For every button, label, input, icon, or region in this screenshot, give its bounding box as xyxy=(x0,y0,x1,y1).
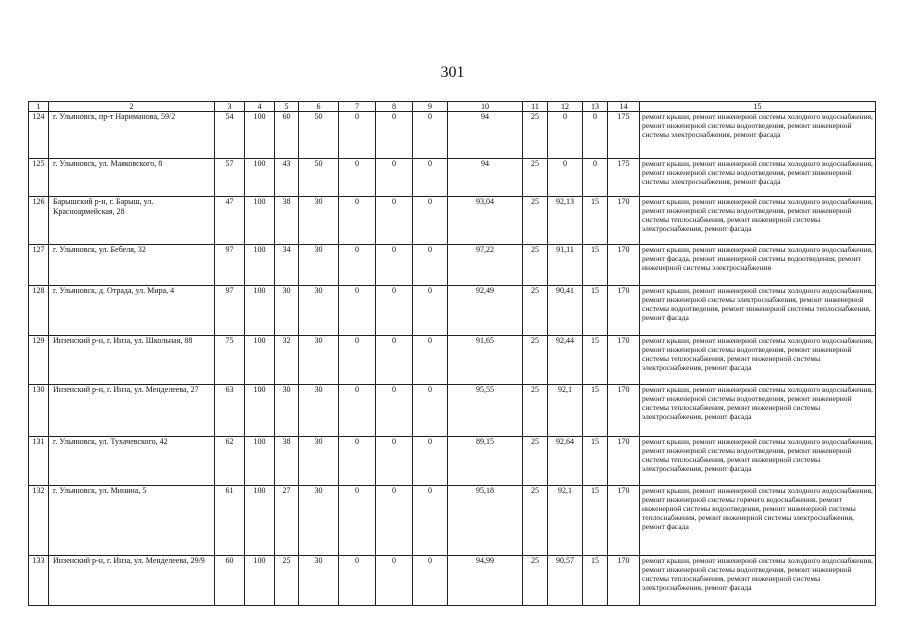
value-cell: 0 xyxy=(413,556,448,606)
value-cell: 25 xyxy=(523,437,548,486)
value-cell: 100 xyxy=(245,112,275,159)
value-cell: 92,1 xyxy=(548,486,583,556)
value-cell: 30 xyxy=(299,385,339,437)
value-cell: 90,57 xyxy=(548,556,583,606)
row-number: 124 xyxy=(29,112,49,159)
value-cell: 100 xyxy=(245,336,275,385)
value-cell: 170 xyxy=(608,286,640,336)
value-cell: 63 xyxy=(215,385,245,437)
value-cell: 25 xyxy=(523,385,548,437)
value-cell: 0 xyxy=(413,159,448,197)
works-cell: ремонт крыши, ремонт инженерной системы холодного водоснабжения, ремонт инженерной системы горячего водоснабжения, ремонт инженерной системы водоотведения, ремонт инженерной системы теплоснабжения, ремонт инженерной системы электроснабжения, ремонт фасада xyxy=(640,486,876,556)
table-row xyxy=(29,159,876,197)
value-cell: 170 xyxy=(608,197,640,245)
value-cell: 38 xyxy=(275,437,299,486)
value-cell: 93,04 xyxy=(448,197,523,245)
value-cell: 0 xyxy=(413,385,448,437)
value-cell: 30 xyxy=(299,245,339,286)
column-header: 8 xyxy=(376,102,413,112)
value-cell: 90,41 xyxy=(548,286,583,336)
works-cell: ремонт крыши, ремонт инженерной системы холодного водоснабжения, ремонт инженерной системы водоотведения, ремонт инженерной системы теплоснабжения, ремонт инженерной системы электроснабжения, ремонт фасада xyxy=(640,556,876,606)
column-header: 13 xyxy=(583,102,608,112)
value-cell: 0 xyxy=(583,159,608,197)
value-cell: 47 xyxy=(215,197,245,245)
value-cell: 0 xyxy=(376,245,413,286)
value-cell: 170 xyxy=(608,556,640,606)
value-cell: 0 xyxy=(339,437,376,486)
value-cell: 30 xyxy=(299,556,339,606)
value-cell: 0 xyxy=(339,556,376,606)
works-cell: ремонт крыши, ремонт инженерной системы холодного водоснабжения, ремонт инженерной системы водоотведения, ремонт инженерной системы теплоснабжения, ремонт инженерной системы электроснабжения, ремонт фасада xyxy=(640,385,876,437)
value-cell: 0 xyxy=(339,159,376,197)
value-cell: 25 xyxy=(523,112,548,159)
value-cell: 0 xyxy=(376,159,413,197)
address-cell: г. Ульяновск, ул. Бебеля, 32 xyxy=(49,245,215,286)
address-cell: г. Ульяновск, д. Отрада, ул. Мира, 4 xyxy=(49,286,215,336)
row-number: 130 xyxy=(29,385,49,437)
works-cell: ремонт крыши, ремонт инженерной системы холодного водоснабжения, ремонт фасада, ремонт инженерной системы водоотведения, ремонт инженерной системы электроснабжения xyxy=(640,245,876,286)
table-row xyxy=(29,112,876,159)
value-cell: 0 xyxy=(339,245,376,286)
row-number: 127 xyxy=(29,245,49,286)
value-cell: 75 xyxy=(215,336,245,385)
value-cell: 15 xyxy=(583,385,608,437)
column-number-row xyxy=(29,102,876,112)
value-cell: 94,99 xyxy=(448,556,523,606)
column-header: 2 xyxy=(49,102,215,112)
value-cell: 91,65 xyxy=(448,336,523,385)
value-cell: 92,64 xyxy=(548,437,583,486)
value-cell: 97,22 xyxy=(448,245,523,286)
column-header: 10 xyxy=(448,102,523,112)
value-cell: 25 xyxy=(523,336,548,385)
value-cell: 0 xyxy=(548,112,583,159)
value-cell: 0 xyxy=(339,197,376,245)
value-cell: 25 xyxy=(523,197,548,245)
table-row xyxy=(29,336,876,385)
value-cell: 0 xyxy=(413,486,448,556)
column-header: 12 xyxy=(548,102,583,112)
value-cell: 15 xyxy=(583,245,608,286)
column-header: 14 xyxy=(608,102,640,112)
page-number: 301 xyxy=(440,64,465,81)
value-cell: 0 xyxy=(376,486,413,556)
value-cell: 170 xyxy=(608,486,640,556)
value-cell: 0 xyxy=(413,112,448,159)
value-cell: 0 xyxy=(376,556,413,606)
value-cell: 30 xyxy=(299,437,339,486)
value-cell: 57 xyxy=(215,159,245,197)
value-cell: 15 xyxy=(583,336,608,385)
value-cell: 43 xyxy=(275,159,299,197)
value-cell: 54 xyxy=(215,112,245,159)
value-cell: 15 xyxy=(583,437,608,486)
value-cell: 15 xyxy=(583,197,608,245)
value-cell: 92,13 xyxy=(548,197,583,245)
value-cell: 25 xyxy=(523,556,548,606)
value-cell: 92,44 xyxy=(548,336,583,385)
address-cell: г. Ульяновск, ул. Минина, 5 xyxy=(49,486,215,556)
works-cell: ремонт крыши, ремонт инженерной системы холодного водоснабжения, ремонт инженерной системы водоотведения, ремонт инженерной системы электроснабжения, ремонт фасада xyxy=(640,159,876,197)
value-cell: 0 xyxy=(339,385,376,437)
address-cell: г. Ульяновск, ул. Тухачевского, 42 xyxy=(49,437,215,486)
table-row xyxy=(29,437,876,486)
value-cell: 89,15 xyxy=(448,437,523,486)
value-cell: 100 xyxy=(245,245,275,286)
address-cell: Инзенский р-н, г. Инза, ул. Менделеева, 27 xyxy=(49,385,215,437)
value-cell: 60 xyxy=(275,112,299,159)
value-cell: 0 xyxy=(376,437,413,486)
works-cell: ремонт крыши, ремонт инженерной системы холодного водоснабжения, ремонт инженерной системы водоотведения, ремонт инженерной системы теплоснабжения, ремонт инженерной системы электроснабжения, ремонт фасада xyxy=(640,336,876,385)
value-cell: 100 xyxy=(245,385,275,437)
column-header: 5 xyxy=(275,102,299,112)
value-cell: 170 xyxy=(608,437,640,486)
table-row xyxy=(29,385,876,437)
value-cell: 30 xyxy=(275,385,299,437)
value-cell: 15 xyxy=(583,486,608,556)
value-cell: 94 xyxy=(448,159,523,197)
value-cell: 100 xyxy=(245,556,275,606)
value-cell: 0 xyxy=(376,286,413,336)
value-cell: 30 xyxy=(299,336,339,385)
row-number: 125 xyxy=(29,159,49,197)
value-cell: 175 xyxy=(608,159,640,197)
value-cell: 30 xyxy=(299,286,339,336)
value-cell: 50 xyxy=(299,159,339,197)
value-cell: 95,55 xyxy=(448,385,523,437)
value-cell: 61 xyxy=(215,486,245,556)
value-cell: 0 xyxy=(339,486,376,556)
value-cell: 170 xyxy=(608,336,640,385)
value-cell: 0 xyxy=(376,197,413,245)
value-cell: 15 xyxy=(583,286,608,336)
value-cell: 30 xyxy=(299,486,339,556)
value-cell: 97 xyxy=(215,245,245,286)
value-cell: 175 xyxy=(608,112,640,159)
works-cell: ремонт крыши, ремонт инженерной системы холодного водоснабжения, ремонт инженерной системы водоотведения, ремонт инженерной системы электроснабжения, ремонт фасада xyxy=(640,112,876,159)
value-cell: 170 xyxy=(608,385,640,437)
value-cell: 170 xyxy=(608,245,640,286)
value-cell: 15 xyxy=(583,556,608,606)
value-cell: 0 xyxy=(376,385,413,437)
column-header: 6 xyxy=(299,102,339,112)
table-row xyxy=(29,556,876,606)
address-cell: Инзенский р-н, г. Инза, ул. Менделеева, 29/9 xyxy=(49,556,215,606)
value-cell: 60 xyxy=(215,556,245,606)
column-header: 1 xyxy=(29,102,49,112)
value-cell: 0 xyxy=(548,159,583,197)
address-cell: г. Ульяновск, ул. Маяковского, 8 xyxy=(49,159,215,197)
value-cell: 30 xyxy=(299,197,339,245)
row-number: 132 xyxy=(29,486,49,556)
column-header: 4 xyxy=(245,102,275,112)
value-cell: 27 xyxy=(275,486,299,556)
value-cell: 100 xyxy=(245,197,275,245)
column-header: 7 xyxy=(339,102,376,112)
address-cell: Инзенский р-н, г. Инза, ул. Школьная, 88 xyxy=(49,336,215,385)
value-cell: 25 xyxy=(275,556,299,606)
value-cell: 38 xyxy=(275,197,299,245)
value-cell: 0 xyxy=(413,286,448,336)
value-cell: 34 xyxy=(275,245,299,286)
value-cell: 0 xyxy=(339,112,376,159)
value-cell: 32 xyxy=(275,336,299,385)
table-row xyxy=(29,245,876,286)
column-header: 9 xyxy=(413,102,448,112)
value-cell: 25 xyxy=(523,245,548,286)
value-cell: 91,11 xyxy=(548,245,583,286)
row-number: 131 xyxy=(29,437,49,486)
value-cell: 30 xyxy=(275,286,299,336)
value-cell: 100 xyxy=(245,486,275,556)
column-header: 11 xyxy=(523,102,548,112)
value-cell: 0 xyxy=(413,437,448,486)
value-cell: 0 xyxy=(583,112,608,159)
row-number: 128 xyxy=(29,286,49,336)
row-number: 133 xyxy=(29,556,49,606)
value-cell: 95,18 xyxy=(448,486,523,556)
value-cell: 0 xyxy=(339,336,376,385)
value-cell: 0 xyxy=(413,197,448,245)
value-cell: 92,1 xyxy=(548,385,583,437)
value-cell: 0 xyxy=(413,336,448,385)
value-cell: 92,49 xyxy=(448,286,523,336)
value-cell: 62 xyxy=(215,437,245,486)
address-cell: Барышский р-н, г. Барыш, ул. Красноармейская, 28 xyxy=(49,197,215,245)
value-cell: 25 xyxy=(523,159,548,197)
works-cell: ремонт крыши, ремонт инженерной системы холодного водоснабжения, ремонт инженерной системы водоотведения, ремонт инженерной системы теплоснабжения, ремонт инженерной системы электроснабжения, ремонт фасада xyxy=(640,197,876,245)
value-cell: 100 xyxy=(245,286,275,336)
repair-program-table xyxy=(28,101,876,606)
value-cell: 100 xyxy=(245,159,275,197)
value-cell: 25 xyxy=(523,486,548,556)
works-cell: ремонт крыши, ремонт инженерной системы холодного водоснабжения, ремонт инженерной системы водоотведения, ремонт инженерной системы теплоснабжения, ремонт инженерной системы электроснабжения, ремонт фасада xyxy=(640,437,876,486)
value-cell: 0 xyxy=(376,336,413,385)
value-cell: 94 xyxy=(448,112,523,159)
value-cell: 100 xyxy=(245,437,275,486)
column-header: 15 xyxy=(640,102,876,112)
address-cell: г. Ульяновск, пр-т Нариманова, 59/2 xyxy=(49,112,215,159)
table-row xyxy=(29,286,876,336)
table-row xyxy=(29,486,876,556)
row-number: 126 xyxy=(29,197,49,245)
value-cell: 0 xyxy=(339,286,376,336)
value-cell: 0 xyxy=(376,112,413,159)
value-cell: 50 xyxy=(299,112,339,159)
row-number: 129 xyxy=(29,336,49,385)
value-cell: 25 xyxy=(523,286,548,336)
column-header: 3 xyxy=(215,102,245,112)
table-row xyxy=(29,197,876,245)
works-cell: ремонт крыши, ремонт инженерной системы холодного водоснабжения, ремонт инженерной системы электроснабжения, ремонт инженерной системы водоотведения, ремонт инженерной системы теплоснабжения, ремонт фасада xyxy=(640,286,876,336)
value-cell: 97 xyxy=(215,286,245,336)
value-cell: 0 xyxy=(413,245,448,286)
